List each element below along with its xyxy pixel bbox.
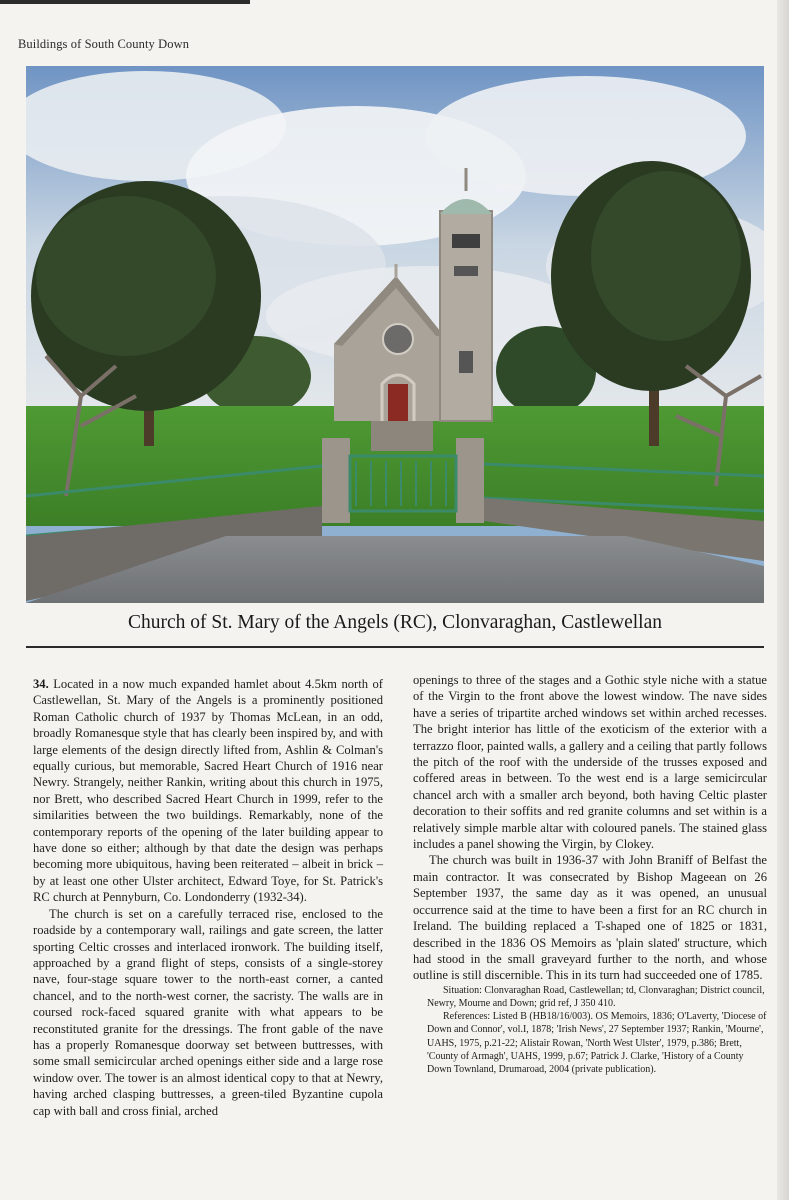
page-right-edge (777, 0, 789, 1200)
situation-note: Situation: Clonvaraghan Road, Castlewellan; td, Clonvaraghan; District council, Newry, Mourne and Down; grid ref, J 350 410. (427, 984, 765, 1009)
paragraph: The church was built in 1936-37 with John Braniff of Belfast the main contractor. It was consecrated by Bishop Mageean on 26 September 1937, the same day as it was opened, an unusual occurrence said at the time to have been a first for an RC church in Ireland. The building replaced a T-shaped one of 1825 or 1831, described in the 1836 OS Memoirs as 'plain slated' structure, which had stood in the small graveyard further to the north, and whose outline is still discernible. This in its turn had succeeded one of 1785. (413, 853, 767, 983)
paragraph: The church is set on a carefully terraced rise, enclosed to the roadside by a contemporary wall, railings and gate screen, the latter sporting Celtic crosses and interlaced ironwork. The building itself, approached by a grand flight of steps, consists of a single-storey nave, four-stage square tower to the north-east corner, a canted chancel, and to the north-west corner, the sacristy. The walls are in coursed rock-faced squared granite with what appears to be reconstituted granite for the dressings. The front gable of the nave has a properly Romanesque doorway set between buttresses, with some small semicircular arched openings either side and a large rose window over. The tower is an almost identical copy to that at Newry, having arched clasping buttresses, a green-tiled Byzantine cupola cap with ball and cross finial, arched (33, 906, 383, 1118)
running-head: Buildings of South County Down (18, 37, 190, 51)
entry-number: 34. (33, 677, 49, 691)
church-photo (26, 66, 764, 603)
references-note: References: Listed B (HB18/16/003). OS Memoirs, 1836; O'Laverty, 'Diocese of Down and Connor', vol.I, 1878; 'Irish News', 27 September 1937; Rankin, 'Mourne', UAHS, 1975, p.21-22; Alistair Rowan, 'North West Ulster', 1979, p.386; Brett, 'County of Armagh', UAHS, 1999, p.67; Patrick J. Clarke, 'History of a County Down Townland, Drumaroad, 2004 (private publication). (427, 1011, 767, 1075)
photo-caption: Church of St. Mary of the Angels (RC), Clonvaraghan, Castlewellan (128, 612, 662, 633)
text-column-right (413, 672, 767, 1076)
caption-rule (26, 646, 764, 648)
paragraph: openings to three of the stages and a Gothic style niche with a statue of the Virgin to the front above the lowest window. The nave sides have a series of tripartite arched windows set within arched recesses. The bright interior has little of the exoticism of the exterior with a terrazzo floor, painted walls, a gallery and a ceiling that partly follows the pitch of the roof with the underside of the trusses exposed and coffered areas in between. To the west end is a large semicircular chancel arch with a smaller arch beyond, both having Celtic plaster decoration to their soffits and red granite columns and set within is a relatively simple marble altar with coloured panels. The stained glass includes a panel showing the Virgin, by Clokey. (413, 673, 767, 852)
text-column-left (33, 676, 383, 1119)
page-top-edge (0, 0, 250, 4)
paragraph: 34. Located in a now much expanded hamlet about 4.5km north of Castlewellan, St. Mary of the Angels is a prominently positioned Roman Catholic church of 1937 by Thomas McLean, in an odd, broadly Romanesque style that has clearly been inspired by, and with large elements of the design directly lifted from, Ashlin & Colman's equally curious, but memorable, Sacred Heart Church of 1916 near Newry. Strangely, neither Rankin, writing about this church in 1975, nor Brett, who described Sacred Heart Church in 1999, refer to the similarities between the two buildings. Remarkably, none of the contemporary reports of the opening of the later building appear to have done so either; although by that date the design was perhaps becoming more ubiquitous, having been reiterated – albeit in brick – by at least one other Ulster architect, Edward Toye, for St. Patrick's RC church at Pennyburn, Co. Londonderry (1932-34). (33, 677, 383, 905)
